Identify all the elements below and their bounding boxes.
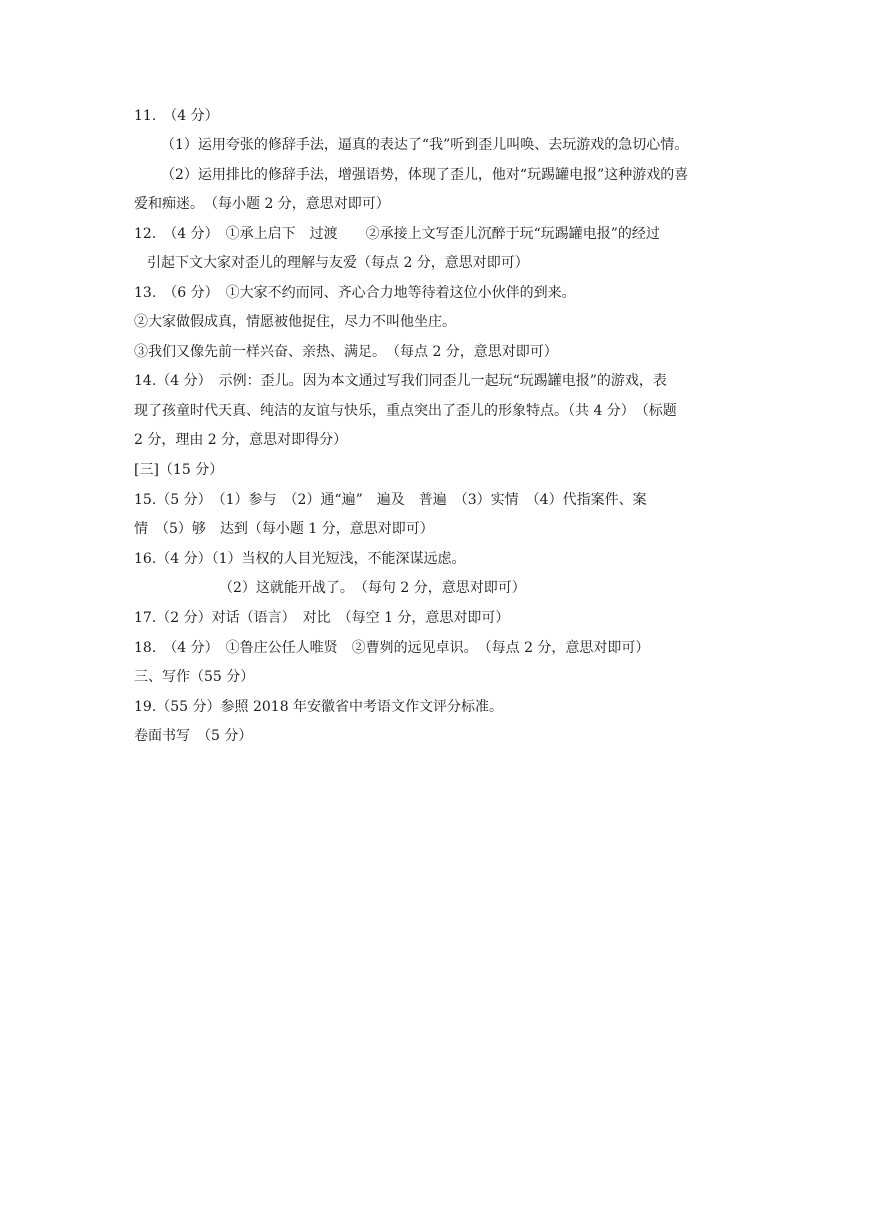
- q14-answer: 14.（4 分） 示例：歪儿。因为本文通过写我们同歪儿一起玩“玩踢罐电报”的游戏，表: [134, 373, 667, 389]
- writing-section-heading: 三、写作（55 分）: [134, 669, 255, 685]
- q18-answer: 18. （4 分） ①鲁庄公任人唯贤 ②曹刿的远见卓识。 （每点 2 分，意思对即可）: [134, 640, 650, 656]
- q14-answer-cont-2: 2 分，理由 2 分，意思对即得分）: [134, 432, 348, 448]
- q13-answer-3: ③我们又像先前一样兴奋、亲热、满足。 （每点 2 分，意思对即可）: [134, 344, 558, 360]
- section-3-heading: [三]（15 分）: [134, 462, 224, 478]
- q12-answer-cont: 引起下文大家对歪儿的理解与友爱（每点 2 分，意思对即可）: [147, 255, 529, 271]
- q11-answer-2-cont: 爱和痴迷。 （每小题 2 分，意思对即可）: [134, 196, 390, 212]
- q11-heading: 11. （4 分）: [134, 108, 219, 124]
- q11-answer-2: （2）运用排比的修辞手法，增强语势，体现了歪儿，他对“玩踢罐电报”这种游戏的喜: [161, 167, 689, 183]
- q15-answer: 15.（5 分） （1）参与 （2）通“遍” 遍及 普遍 （3）实情 （4）代指案件、案: [134, 492, 647, 508]
- q16-answer-2: （2）这就能开战了。 （每句 2 分，意思对即可）: [219, 580, 526, 596]
- q12-answer: 12. （4 分） ①承上启下 过渡 ②承接上文写歪儿沉醉于玩“玩踢罐电报”的经过: [134, 226, 660, 242]
- q17-answer: 17.（2 分）对话（语言） 对比 （每空 1 分，意思对即可）: [134, 610, 510, 626]
- q14-answer-cont: 现了孩童时代天真、纯洁的友谊与快乐，重点突出了歪儿的形象特点。（共 4 分） （标题: [134, 403, 677, 419]
- q19-answer: 19.（55 分）参照 2018 年安徽省中考语文作文评分标准。: [134, 699, 504, 715]
- q16-answer-1: 16.（4 分）（1）当权的人目光短浅，不能深谋远虑。: [134, 551, 466, 567]
- q13-answer-1: 13. （6 分） ①大家不约而同、齐心合力地等待着这位小伙伴的到来。: [134, 285, 576, 301]
- q13-answer-2: ②大家做假成真，情愿被他捉住，尽力不叫他坐庄。: [134, 314, 456, 330]
- handwriting-score: 卷面书写 （5 分）: [134, 728, 253, 744]
- q15-answer-cont: 情 （5）够 达到（每小题 1 分，意思对即可）: [134, 521, 434, 537]
- q11-answer-1: （1）运用夸张的修辞手法，逼真的表达了“我”听到歪儿叫唤、去玩游戏的急切心情。: [161, 137, 689, 153]
